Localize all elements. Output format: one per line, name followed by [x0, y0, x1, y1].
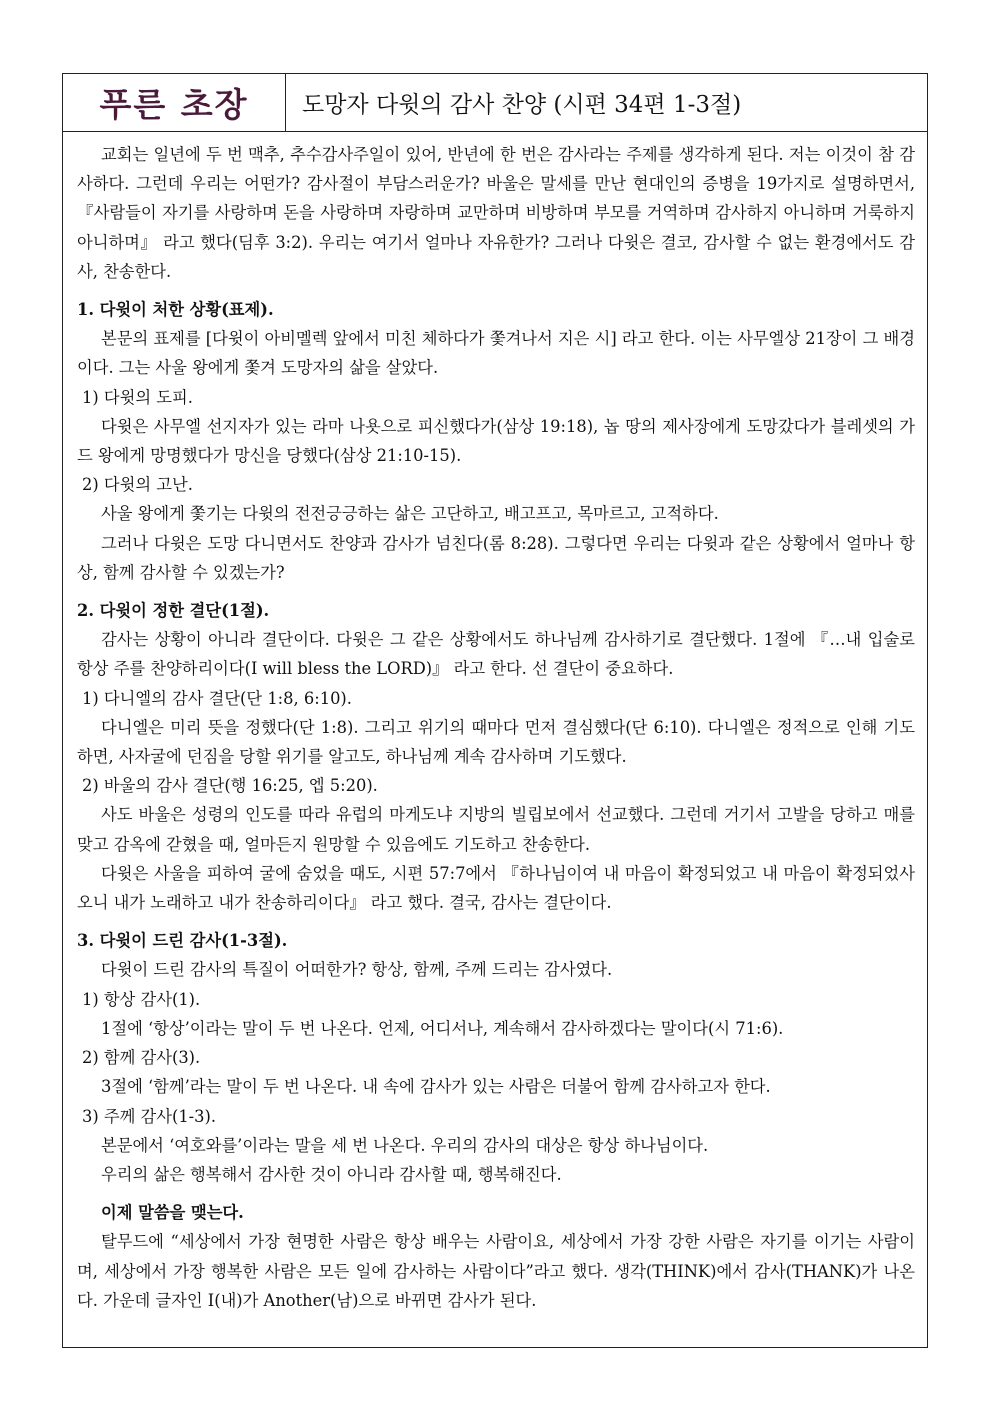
closing-heading: 이제 말씀을 맺는다.	[101, 1203, 244, 1223]
section-1-sub-2-text-2: 그러나 다윗은 도망 다니면서도 찬양과 감사가 넘친다(롬 8:28). 그렇다면 우리는 다윗과 같은 상황에서 얼마나 항상, 함께 감사할 수 있겠는가?	[77, 533, 915, 582]
section-2-heading: 2. 다윗이 정한 결단(1절).	[77, 601, 270, 621]
section-3-sub-1-heading: 1) 항상 감사(1).	[82, 989, 201, 1009]
section-3-paragraph: 다윗이 드린 감사의 특질이 어떠한가? 항상, 함께, 주께 드리는 감사였다.	[101, 960, 613, 980]
section-1-heading: 1. 다윗이 처한 상황(표제).	[77, 300, 274, 320]
section-1-paragraph: 본문의 표제를 [다윗이 아비멜렉 앞에서 미친 체하다가 쫓겨나서 지은 시] 라고 한다. 이는 사무엘상 21장이 그 배경이다. 그는 사울 왕에게 쫓겨 도망자의 삶을 살았다.	[77, 329, 915, 378]
section-1-sub-1-heading: 1) 다윗의 도피.	[82, 387, 193, 407]
sermon-title: 도망자 다윗의 감사 찬양 (시편 34편 1-3절)	[302, 92, 742, 118]
section-2-sub-1-heading: 1) 다니엘의 감사 결단(단 1:8, 6:10).	[82, 688, 352, 708]
section-3-sub-3-heading: 3) 주께 감사(1-3).	[82, 1106, 217, 1126]
column-brand: 푸른 초장	[63, 74, 286, 131]
section-3-heading: 3. 다윗이 드린 감사(1-3절).	[77, 931, 288, 951]
section-2-paragraph-2: 다윗은 사울을 피하여 굴에 숨었을 때도, 시편 57:7에서 『하나님이여 내 마음이 확정되었고 내 마음이 확정되었사오니 내가 노래하고 내가 찬송하리이다』 라고 했다. 결국, 감사는 결단이다.	[77, 863, 915, 913]
section-2-sub-1-text: 다니엘은 미리 뜻을 정했다(단 1:8). 그리고 위기의 때마다 먼저 결심했다(단 6:10). 다니엘은 정적으로 인해 기도하면, 사자굴에 던짐을 당할 위기를 알고도, 하나님께 계속 감사하며 기도했다.	[77, 717, 915, 767]
section-3-sub-3-text-1: 본문에서 ‘여호와를’이라는 말을 세 번 나온다. 우리의 감사의 대상은 항상 하나님이다.	[101, 1135, 709, 1155]
section-1-sub-2-text-1: 사울 왕에게 쫓기는 다윗의 전전긍긍하는 삶은 고단하고, 배고프고, 목마르고, 고적하다.	[101, 504, 719, 524]
section-3-sub-1-text: 1절에 ‘항상’이라는 말이 두 번 나온다. 언제, 어디서나, 계속해서 감사하겠다는 말이다(시 71:6).	[101, 1018, 784, 1038]
intro-paragraph: 교회는 일년에 두 번 맥추, 추수감사주일이 있어, 반년에 한 번은 감사라는 주제를 생각하게 된다. 저는 이것이 참 감사하다. 그런데 우리는 어떤가? 감사절이 부담스러운가? 바울은 말세를 만난 현대인의 증병을 19가지로 설명하면서, 『사람들이 자기를 사랑하며 돈을 사랑하며 자랑하며 교만하며 비방하며 부모를 거역하며 감사하지 아니하며 거룩하지 아니하며』 라고 했다(딤후 3:2). 우리는 여기서 얼마나 자유한가? 그러나 다윗은 결코, 감사할 수 없는 환경에서도 감사, 찬송한다.	[77, 145, 915, 281]
section-3-sub-3-text-2: 우리의 삶은 행복해서 감사한 것이 아니라 감사할 때, 행복해진다.	[101, 1164, 562, 1184]
section-1-sub-1-text: 다윗은 사무엘 선지자가 있는 라마 나욧으로 피신했다가(삼상 19:18), 놉 땅의 제사장에게 도망갔다가 블레셋의 가드 왕에게 망명했다가 망신을 당했다(삼상 21:10-15).	[77, 416, 915, 466]
section-2-sub-2-heading: 2) 바울의 감사 결단(행 16:25, 엡 5:20).	[82, 776, 378, 796]
section-2-sub-2-text: 사도 바울은 성령의 인도를 따라 유럽의 마게도냐 지방의 빌립보에서 선교했다. 그런데 거기서 고발을 당하고 매를 맞고 감옥에 갇혔을 때, 얼마든지 원망할 수 있음에도 기도하고 찬송한다.	[77, 805, 915, 854]
sermon-body	[63, 132, 927, 1315]
header	[63, 74, 927, 132]
section-1-sub-2-heading: 2) 다윗의 고난.	[82, 475, 193, 495]
section-2-paragraph: 감사는 상황이 아니라 결단이다. 다윗은 그 같은 상황에서도 하나님께 감사하기로 결단했다. 1절에 『…내 입술로 항상 주를 찬양하리이다(I will bless the LORD)』 라고 한다. 선 결단이 중요하다.	[77, 630, 915, 679]
section-3-sub-2-text: 3절에 ‘함께’라는 말이 두 번 나온다. 내 속에 감사가 있는 사람은 더불어 함께 감사하고자 한다.	[101, 1077, 771, 1097]
closing-paragraph: 탈무드에 “세상에서 가장 현명한 사람은 항상 배우는 사람이요, 세상에서 가장 강한 사람은 자기를 이기는 사람이며, 세상에서 가장 행복한 사람은 모든 일에 감사하는 사람이다”라고 했다. 생각(THINK)에서 감사(THANK)가 나온다. 가운데 글자인 I(내)가 Another(남)으로 바뀌면 감사가 된다.	[77, 1232, 915, 1310]
section-3-sub-2-heading: 2) 함께 감사(3).	[82, 1048, 201, 1068]
bulletin-frame	[62, 73, 928, 1348]
